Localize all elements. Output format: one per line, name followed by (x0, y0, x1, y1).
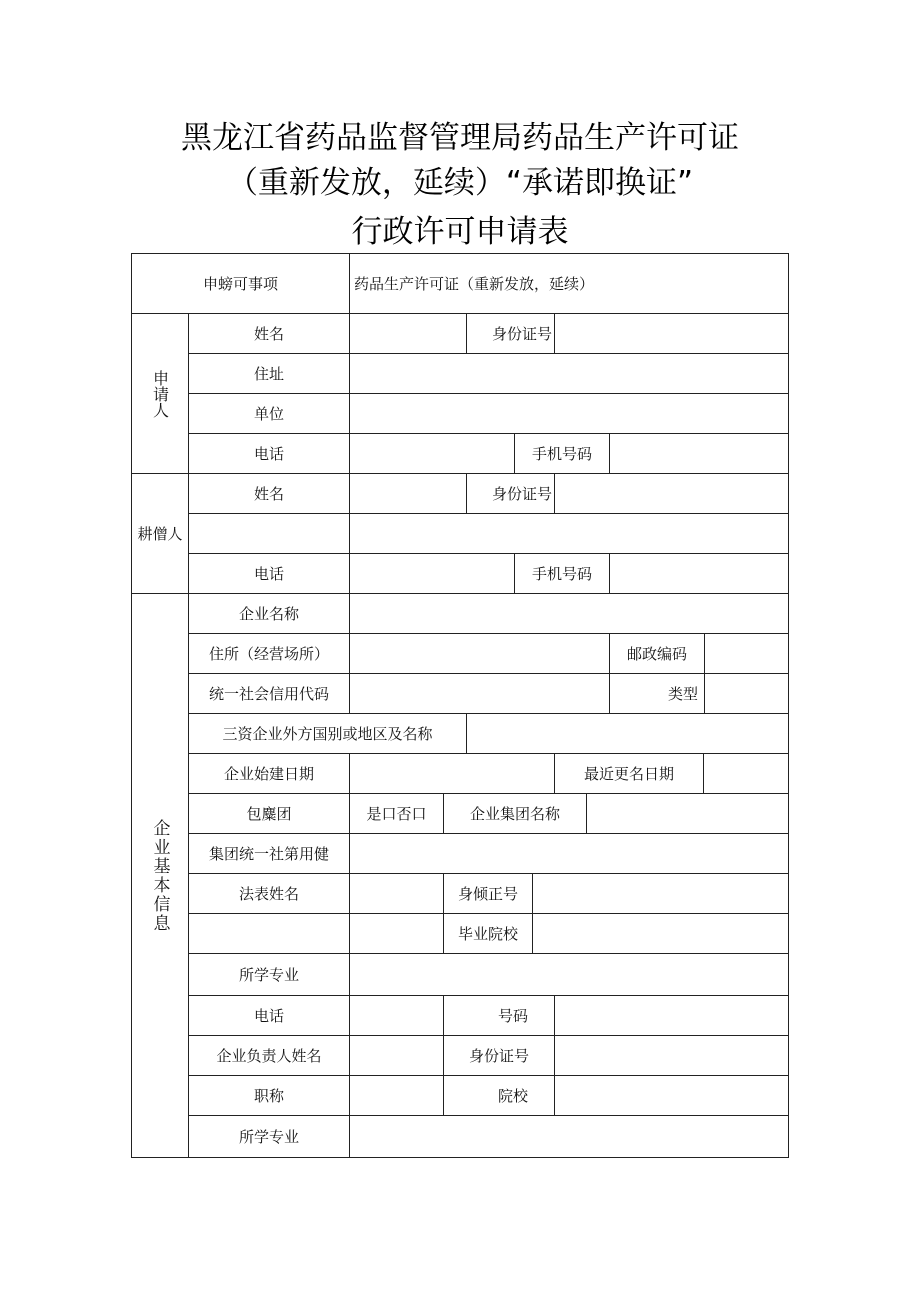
recent-rename-label: 最近更名日期 (554, 753, 704, 794)
major-field[interactable] (349, 953, 789, 996)
school-label: 毕业院校 (443, 913, 533, 954)
legal-id-field[interactable] (532, 873, 789, 914)
applicant-name-label: 姓名 (188, 313, 350, 354)
agent-blank-label (188, 513, 350, 554)
legal-name-field[interactable] (349, 873, 444, 914)
title-label: 职称 (188, 1075, 350, 1116)
company-name-field[interactable] (349, 593, 789, 634)
applicant-phone-label: 电话 (188, 433, 350, 474)
company-address-field[interactable] (349, 633, 610, 674)
applicant-mobile-field[interactable] (609, 433, 789, 474)
agent-mobile-label: 手机号码 (514, 553, 610, 594)
leader-name-label: 企业负责人姓名 (188, 1035, 350, 1076)
agent-name-label: 姓名 (188, 473, 350, 514)
form-title-line-1: 黑龙江省药品监督管理局药品生产许可证 (181, 120, 739, 156)
agent-mobile-field[interactable] (609, 553, 789, 594)
group-credit-label: 集团统一社第用健 (188, 833, 350, 874)
title-field[interactable] (349, 1075, 444, 1116)
type-field[interactable] (704, 673, 789, 714)
applicant-address-label: 住址 (188, 353, 350, 394)
school-field[interactable] (532, 913, 789, 954)
applicant-name-field[interactable] (349, 313, 467, 354)
agent-name-field[interactable] (349, 473, 467, 514)
company-name-label: 企业名称 (188, 593, 350, 634)
form-title-line-2: （重新发放，延续）“承诺即换证” (226, 165, 694, 201)
credit-code-label: 统一社会信用代码 (188, 673, 350, 714)
enterprise-group-label: 企业基本信息 (131, 593, 189, 1158)
group-credit-field[interactable] (349, 833, 789, 874)
founded-date-field[interactable] (349, 753, 555, 794)
phone2-field[interactable] (349, 995, 444, 1036)
credit-code-field[interactable] (349, 673, 610, 714)
founded-date-label: 企业始建日期 (188, 753, 350, 794)
group-yes-no-checkbox[interactable]: 是口否口 (349, 793, 444, 834)
major2-label: 所学专业 (188, 1115, 350, 1158)
college-label: 院校 (443, 1075, 555, 1116)
major-label: 所学专业 (188, 953, 350, 996)
applicant-id-field[interactable] (554, 313, 789, 354)
leader-name-field[interactable] (349, 1035, 444, 1076)
company-address-label: 住所（经营场所） (188, 633, 350, 674)
agent-phone-field[interactable] (349, 553, 515, 594)
leader-id-field[interactable] (554, 1035, 789, 1076)
legal-blank-field[interactable] (349, 913, 444, 954)
number-label: 号码 (443, 995, 555, 1036)
postal-code-field[interactable] (704, 633, 789, 674)
leader-id-label: 身份证号 (443, 1035, 555, 1076)
group-name-label: 企业集团名称 (443, 793, 587, 834)
applicant-group-label: 申请人 (131, 313, 189, 474)
recent-rename-field[interactable] (703, 753, 789, 794)
college-field[interactable] (554, 1075, 789, 1116)
form-title-line-3: 行政许可申请表 (351, 214, 569, 250)
legal-blank-label (188, 913, 350, 954)
applicant-unit-field[interactable] (349, 393, 789, 434)
agent-id-label: 身份证号 (466, 473, 555, 514)
apply-item-value: 药品生产许可证（重新发放，延续） (349, 253, 789, 314)
phone2-label: 电话 (188, 995, 350, 1036)
applicant-id-label: 身份证号 (466, 313, 555, 354)
agent-id-field[interactable] (554, 473, 789, 514)
applicant-mobile-label: 手机号码 (514, 433, 610, 474)
legal-name-label: 法表姓名 (188, 873, 350, 914)
number-field[interactable] (554, 995, 789, 1036)
apply-item-label: 申螃可事项 (131, 253, 350, 314)
foreign-info-field[interactable] (466, 713, 789, 754)
group-name-field[interactable] (586, 793, 789, 834)
agent-blank-field[interactable] (349, 513, 789, 554)
legal-id-label: 身倾正号 (443, 873, 533, 914)
applicant-unit-label: 单位 (188, 393, 350, 434)
postal-code-label: 邮政编码 (609, 633, 705, 674)
major2-field[interactable] (349, 1115, 789, 1158)
agent-phone-label: 电话 (188, 553, 350, 594)
agent-group-label: 耕僧人 (131, 473, 189, 594)
type-label: 类型 (609, 673, 705, 714)
applicant-phone-field[interactable] (349, 433, 515, 474)
foreign-info-label: 三资企业外方国别或地区及名称 (188, 713, 467, 754)
group-label: 包麋团 (188, 793, 350, 834)
applicant-address-field[interactable] (349, 353, 789, 394)
